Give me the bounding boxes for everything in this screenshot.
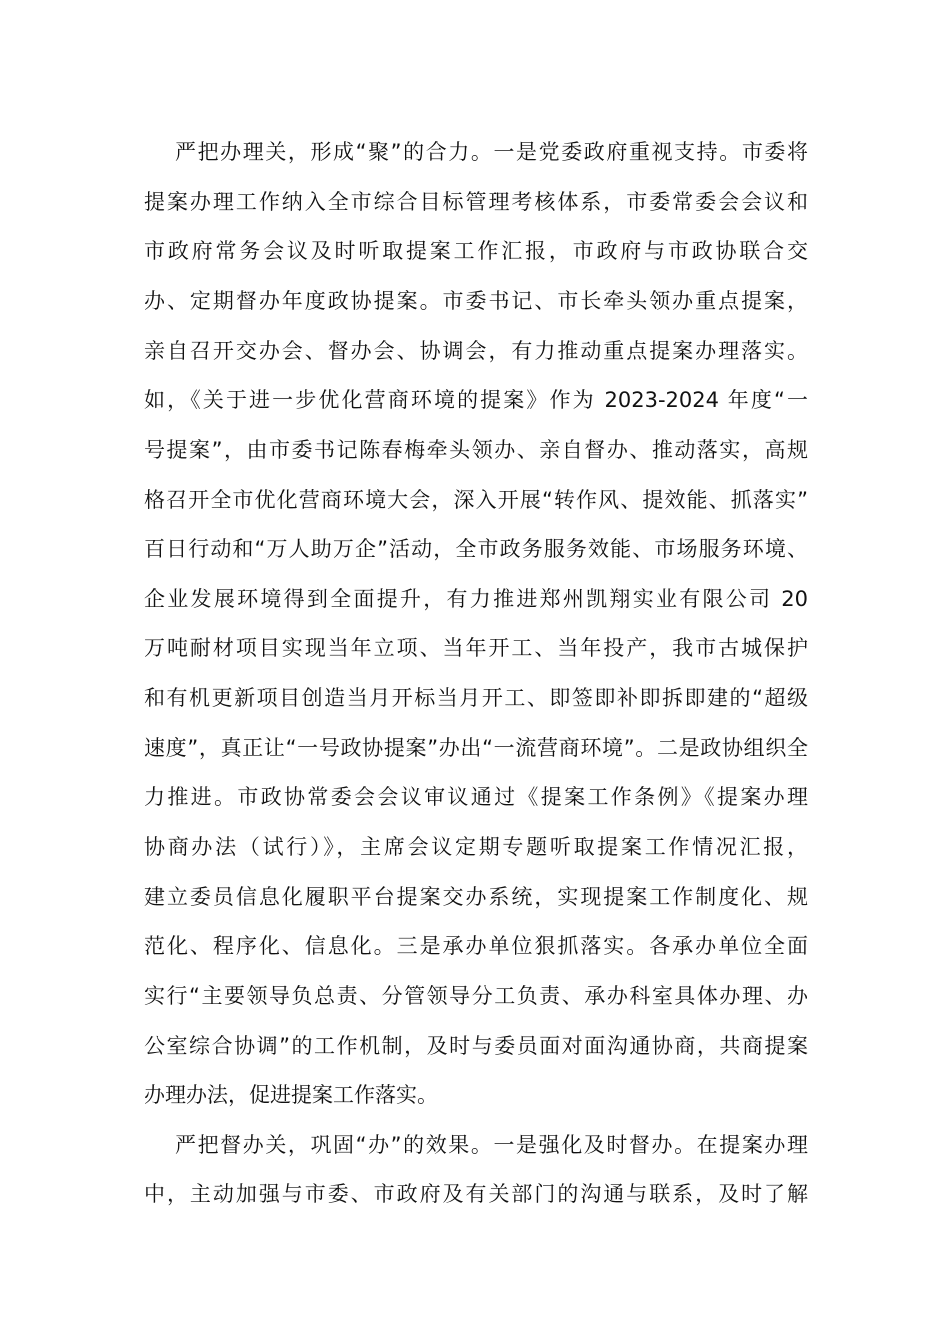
- text-line: 号提案”，由市委书记陈春梅牵头领办、亲自督办、推动落实，高规: [144, 438, 808, 462]
- text-line: 速度”，真正让“一号政协提案”办出“一流营商环境”。二是政协组织全: [144, 736, 808, 760]
- text-line: 范化、程序化、信息化。三是承办单位狠抓落实。各承办单位全面: [144, 934, 808, 958]
- text-line: 提案办理工作纳入全市综合目标管理考核体系，市委常委会会议和: [144, 190, 808, 214]
- text-line: 办理办法，促进提案工作落实。: [144, 1083, 438, 1107]
- text-line: 格召开全市优化营商环境大会，深入开展“转作风、提效能、抓落实”: [144, 488, 808, 512]
- text-line: 办、定期督办年度政协提案。市委书记、市长牵头领办重点提案，: [144, 289, 808, 313]
- text-line: 企业发展环境得到全面提升，有力推进郑州凯翔实业有限公司 20: [144, 587, 808, 611]
- text-line: 万吨耐材项目实现当年立项、当年开工、当年投产，我市古城保护: [144, 636, 808, 660]
- text-line: 严把督办关，巩固“办”的效果。一是强化及时督办。在提案办理: [175, 1133, 808, 1157]
- text-line: 力推进。市政协常委会会议审议通过《提案工作条例》《提案办理: [144, 785, 808, 809]
- text-line: 如，《关于进一步优化营商环境的提案》作为 2023-2024 年度“一: [144, 388, 808, 412]
- text-line: 严把办理关，形成“聚”的合力。一是党委政府重视支持。市委将: [175, 140, 808, 164]
- text-line: 公室综合协调”的工作机制，及时与委员面对面沟通协商，共商提案: [144, 1034, 808, 1058]
- text-line: 和有机更新项目创造当月开标当月开工、即签即补即拆即建的“超级: [144, 686, 808, 710]
- text-line: 百日行动和“万人助万企”活动，全市政务服务效能、市场服务环境、: [144, 537, 808, 561]
- text-line: 协商办法（试行）》，主席会议定期专题听取提案工作情况汇报，: [144, 835, 808, 859]
- text-line: 建立委员信息化履职平台提案交办系统，实现提案工作制度化、规: [144, 885, 808, 909]
- text-line: 亲自召开交办会、督办会、协调会，有力推动重点提案办理落实。: [144, 339, 808, 363]
- text-line: 实行“主要领导负总责、分管领导分工负责、承办科室具体办理、办: [144, 984, 808, 1008]
- text-line: 市政府常务会议及时听取提案工作汇报，市政府与市政协联合交: [144, 239, 808, 263]
- text-line: 中，主动加强与市委、市政府及有关部门的沟通与联系，及时了解: [144, 1182, 808, 1206]
